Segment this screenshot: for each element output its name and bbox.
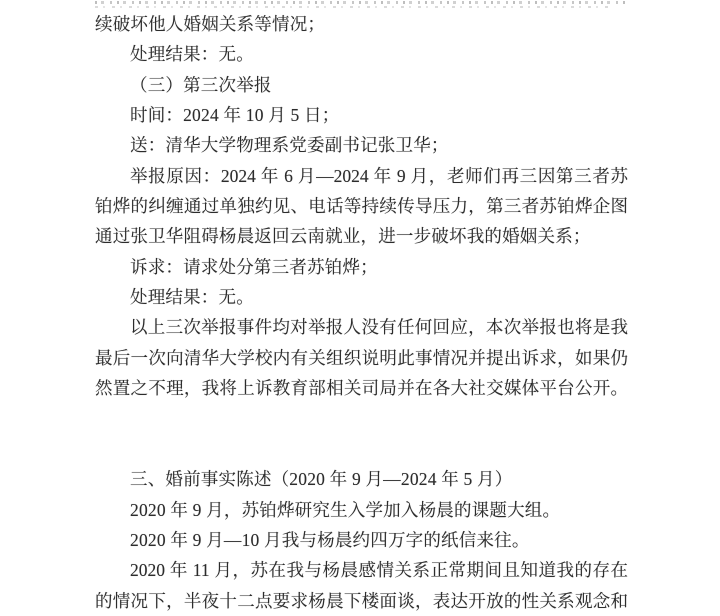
text-line: 2020 年 9 月—10 月我与杨晨约四万字的纸信来往。 <box>130 529 530 550</box>
text-line: 时间：2024 年 10 月 5 日； <box>130 105 340 126</box>
clipped-line-fragment-top <box>95 1 626 4</box>
text-line: 最后一次向清华大学校内有关组织说明此事情况并提出诉求，如果仍 <box>95 347 628 368</box>
text-line: 铂烨的纠缠通过单独约见、电话等持续传导压力，第三者苏铂烨企图 <box>95 196 628 217</box>
text-line: 送：清华大学物理系党委副书记张卫华； <box>130 135 449 156</box>
text-line: （三）第三次举报 <box>130 74 272 95</box>
text-line: 以上三次举报事件均对举报人没有任何回应，本次举报也将是我 <box>130 317 628 338</box>
text-line: 续破坏他人婚姻关系等情况； <box>95 14 326 34</box>
text-line: 2020 年 11 月，苏在我与杨晨感情关系正常期间且知道我的存在 <box>130 560 628 581</box>
text-line: 诉求：请求处分第三者苏铂烨； <box>130 256 378 277</box>
text-line: 三、婚前事实陈述（2020 年 9 月—2024 年 5 月） <box>130 469 513 490</box>
text-line <box>95 403 628 433</box>
clipped-line-fragment-bottom <box>95 6 609 8</box>
text-line: 的情况下，半夜十二点要求杨晨下楼面谈，表达开放的性关系观念和 <box>95 590 628 611</box>
text-line: 处理结果：无。 <box>130 44 254 65</box>
document-lines <box>95 9 628 616</box>
text-line <box>95 434 628 464</box>
text-line: 举报原因：2024 年 6 月—2024 年 9 月，老师们再三因第三者苏 <box>130 165 628 186</box>
text-line: 处理结果：无。 <box>130 287 254 308</box>
text-line: 然置之不理，我将上诉教育部相关司局并在各大社交媒体平台公开。 <box>95 378 628 399</box>
text-line: 2020 年 9 月，苏铂烨研究生入学加入杨晨的课题大组。 <box>130 499 561 520</box>
text-line: 通过张卫华阻碍杨晨返回云南就业，进一步破坏我的婚姻关系； <box>95 226 591 247</box>
